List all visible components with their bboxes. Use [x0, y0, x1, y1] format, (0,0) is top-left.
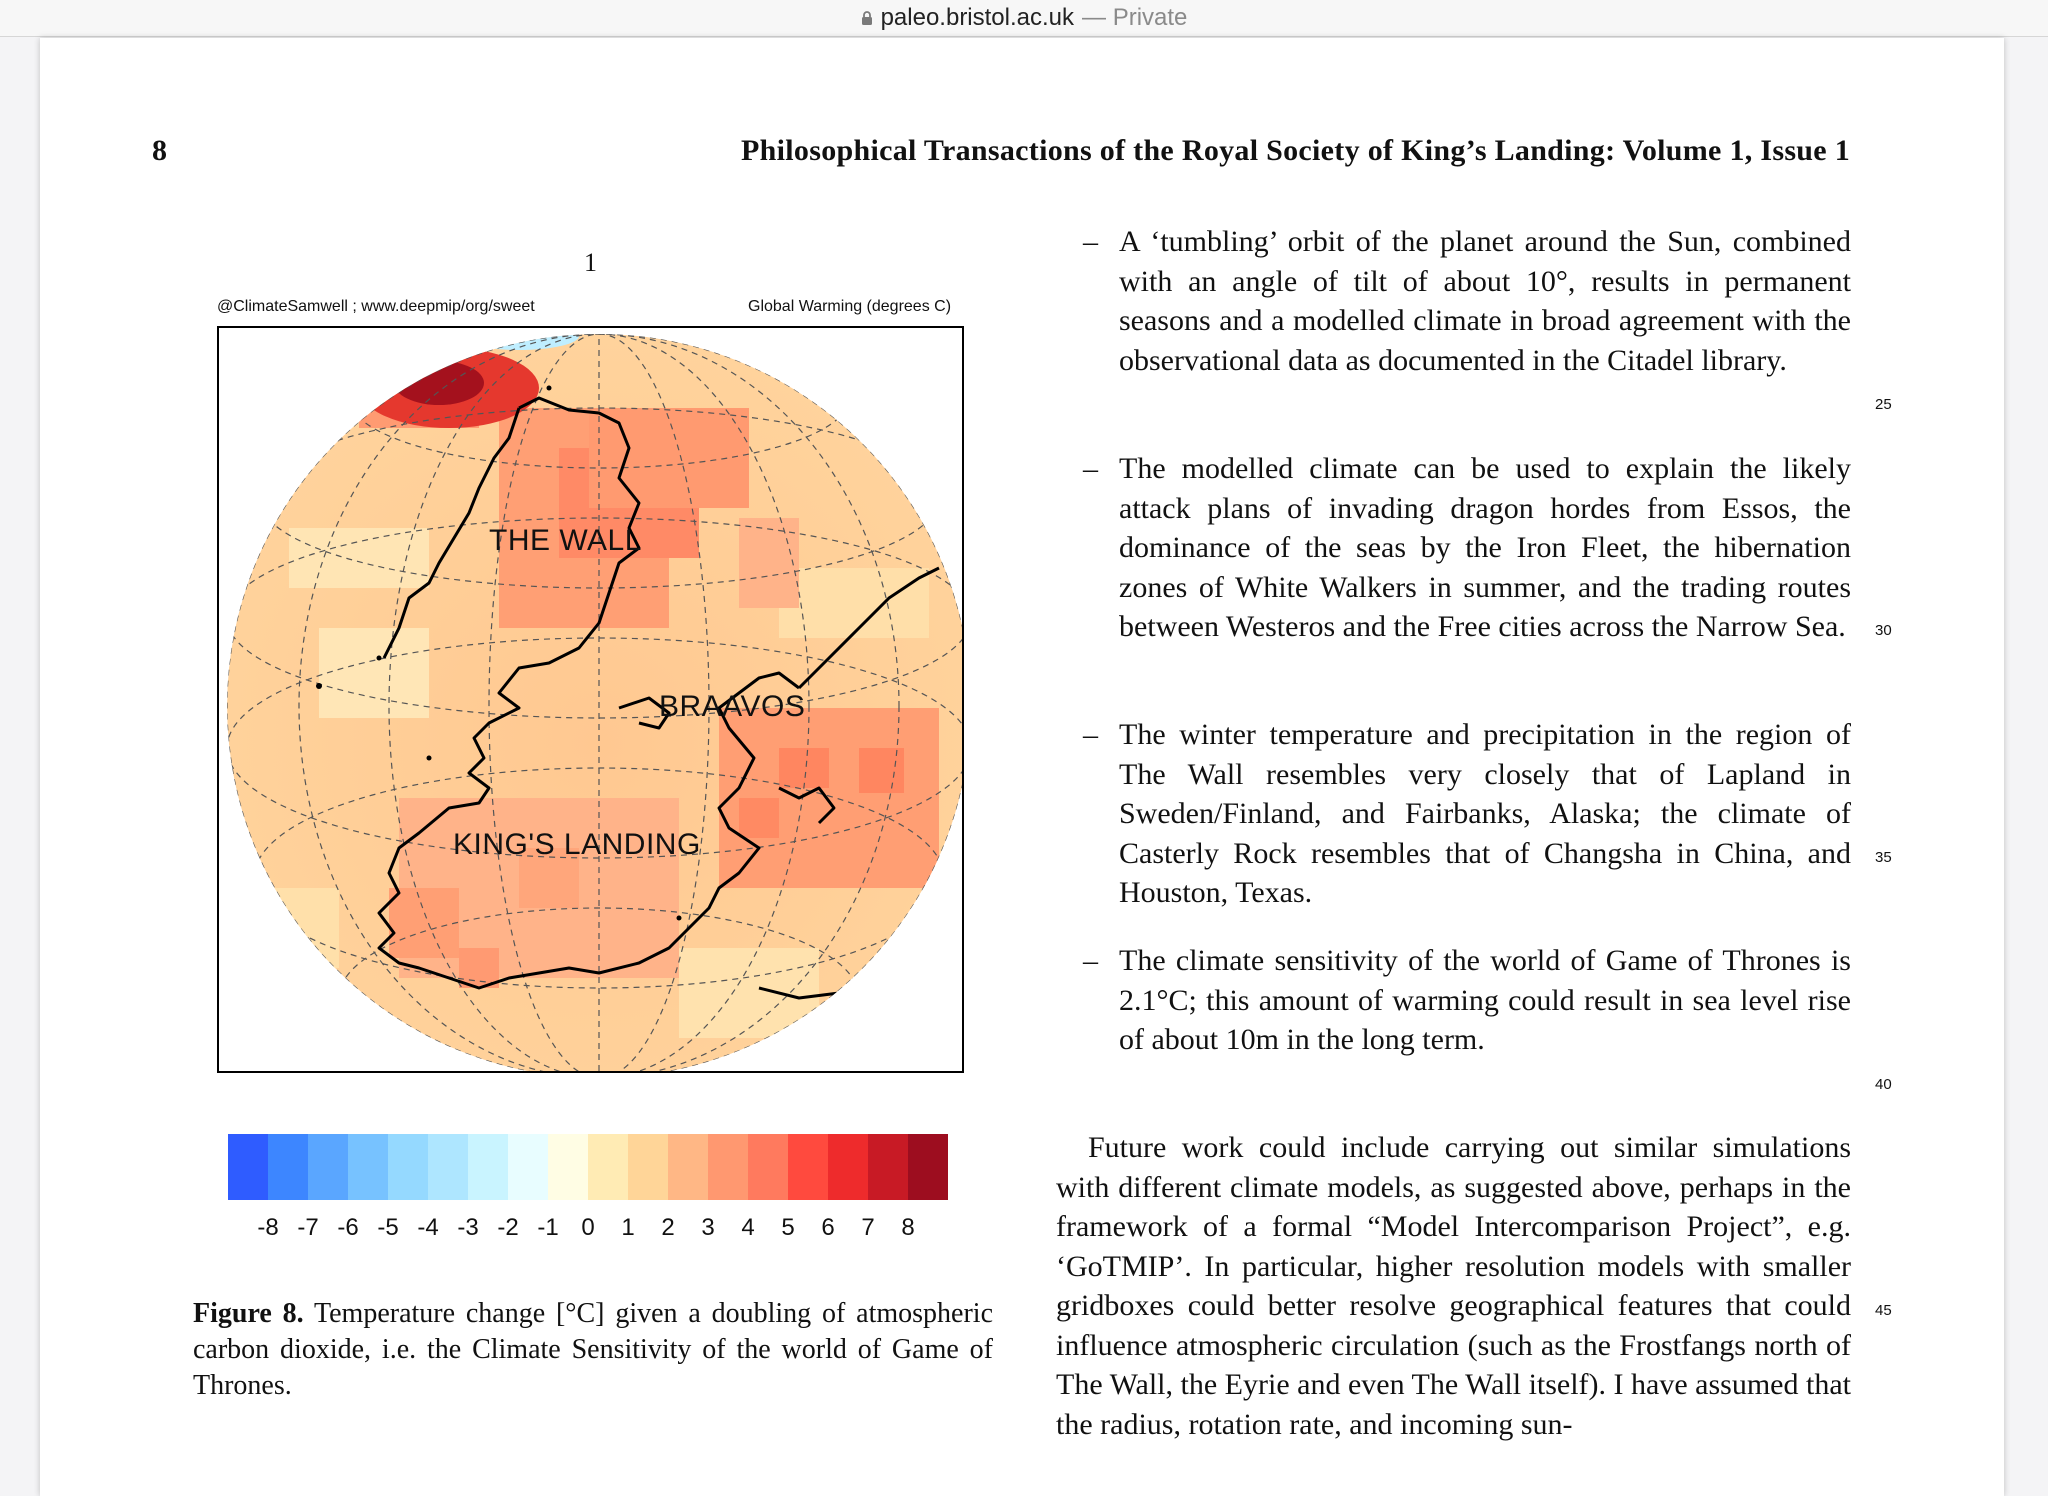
- colorbar-tick-label: 5: [781, 1214, 795, 1241]
- bullet-item: [1083, 222, 1851, 380]
- line-number: 25: [1875, 396, 1892, 413]
- colorbar-tick-label: -2: [497, 1214, 519, 1241]
- bullet-text: The climate sensitivity of the world of Game of Thrones is 2.1°C; this amount of warming could result in sea level rise of about 10m in the long term.: [1119, 944, 1851, 1056]
- map-label-kings-landing: KING'S LANDING: [453, 828, 701, 861]
- colorbar-tick-label: -8: [257, 1214, 279, 1241]
- colorbar-tick-label: -1: [537, 1214, 559, 1241]
- figure-caption: [193, 1296, 993, 1404]
- colorbar-swatch: [428, 1134, 468, 1200]
- line-number: 30: [1875, 622, 1892, 639]
- line-number: 45: [1875, 1302, 1892, 1319]
- colorbar-tick-label: 8: [901, 1214, 915, 1241]
- colorbar-swatch: [588, 1134, 628, 1200]
- map-label-braavos: BRAAVOS: [659, 690, 806, 723]
- colorbar-swatch: [508, 1134, 548, 1200]
- bullet-dash: –: [1083, 944, 1098, 977]
- figure-caption-text: Temperature change [°C] given a doubling of atmospheric carbon dioxide, i.e. the Climate Sensitivity of the world of Game of Thrones.: [193, 1298, 993, 1401]
- colorbar-swatch: [868, 1134, 908, 1200]
- address-bar[interactable]: [0, 0, 2048, 37]
- figure-panel-number: 1: [584, 248, 597, 277]
- line-number: 40: [1875, 1076, 1892, 1093]
- colorbar-tick-label: -4: [417, 1214, 439, 1241]
- figure-colorbar-title: Global Warming (degrees C): [748, 298, 952, 315]
- colorbar-tick-label: 3: [701, 1214, 715, 1241]
- colorbar-swatch: [268, 1134, 308, 1200]
- colorbar-tick-label: -6: [337, 1214, 359, 1241]
- colorbar-tick-label: -5: [377, 1214, 399, 1241]
- colorbar: [228, 1134, 948, 1200]
- colorbar-swatch: [748, 1134, 788, 1200]
- colorbar-tick-label: 0: [581, 1214, 595, 1241]
- globe-map-graphic: [219, 328, 962, 1071]
- bullet-text: The modelled climate can be used to explain the likely attack plans of invading dragon hordes from Essos, the dominance of the seas by the Iron Fleet, the hibernation zones of White Walkers in summer, and the trading routes between Westeros and the Free cities across the Narrow Sea.: [1119, 452, 1851, 643]
- colorbar-tick-label: 6: [821, 1214, 835, 1241]
- line-number: 35: [1875, 849, 1892, 866]
- colorbar-tick-label: 2: [661, 1214, 675, 1241]
- journal-title: Philosophical Transactions of the Royal Society of King’s Landing: Volume 1, Issue 1: [741, 134, 1850, 167]
- figure-credit: @ClimateSamwell ; www.deepmip/org/sweet: [217, 298, 535, 315]
- colorbar-swatch: [228, 1134, 268, 1200]
- colorbar-swatch: [828, 1134, 868, 1200]
- bullet-item: [1083, 715, 1851, 913]
- bullet-dash: –: [1083, 225, 1098, 258]
- colorbar-swatch: [908, 1134, 948, 1200]
- colorbar-swatch: [708, 1134, 748, 1200]
- colorbar-swatch: [788, 1134, 828, 1200]
- bullet-item: [1083, 449, 1851, 647]
- colorbar-swatch: [348, 1134, 388, 1200]
- colorbar-swatch: [628, 1134, 668, 1200]
- url-host: paleo.bristol.ac.uk: [880, 4, 1075, 31]
- page-number: 8: [152, 134, 167, 167]
- bullet-text: A ‘tumbling’ orbit of the planet around the Sun, combined with an angle of tilt of about 10°, results in permanent seasons and a modelled climate in broad agreement with the observational data as documented in the Citadel library.: [1119, 225, 1851, 377]
- bullet-dash: –: [1083, 452, 1098, 485]
- lock-icon: [861, 11, 873, 26]
- colorbar-swatch: [308, 1134, 348, 1200]
- colorbar-tick-label: 1: [621, 1214, 635, 1241]
- globe-map: [217, 326, 964, 1073]
- colorbar-ticks: [228, 1214, 988, 1244]
- colorbar-tick-label: 4: [741, 1214, 755, 1241]
- body-paragraph: Future work could include carrying out similar simulations with different climate models, as suggested above, perhaps in the framework of a formal “Model Intercomparison Project”, e.g. ‘GoTMIP’. In particular, higher resolution models with smaller gridboxes could better resolve geographical features that could influence atmospheric circulation (such as the Frostfangs north of The Wall, the Eyrie and even The Wall itself). I have assumed that the radius, rotation rate, and incoming sun-: [1056, 1131, 1851, 1441]
- colorbar-tick-label: 7: [861, 1214, 875, 1241]
- colorbar-swatch: [548, 1134, 588, 1200]
- colorbar-swatch: [388, 1134, 428, 1200]
- privacy-label: — Private: [1082, 4, 1188, 31]
- figure-caption-label: Figure 8.: [193, 1298, 304, 1329]
- colorbar-tick-label: -3: [457, 1214, 479, 1241]
- bullet-item: [1083, 941, 1851, 1060]
- colorbar-swatch: [668, 1134, 708, 1200]
- bullet-text: The winter temperature and precipitation in the region of The Wall resembles very closely that of Lapland in Sweden/Finland, and Fairbanks, Alaska; the climate of Casterly Rock resembles that of Changsha in China, and Houston, Texas.: [1119, 718, 1851, 909]
- map-label-the-wall: THE WALL: [489, 524, 642, 557]
- colorbar-tick-label: -7: [297, 1214, 319, 1241]
- bullet-dash: –: [1083, 718, 1098, 751]
- colorbar-swatch: [468, 1134, 508, 1200]
